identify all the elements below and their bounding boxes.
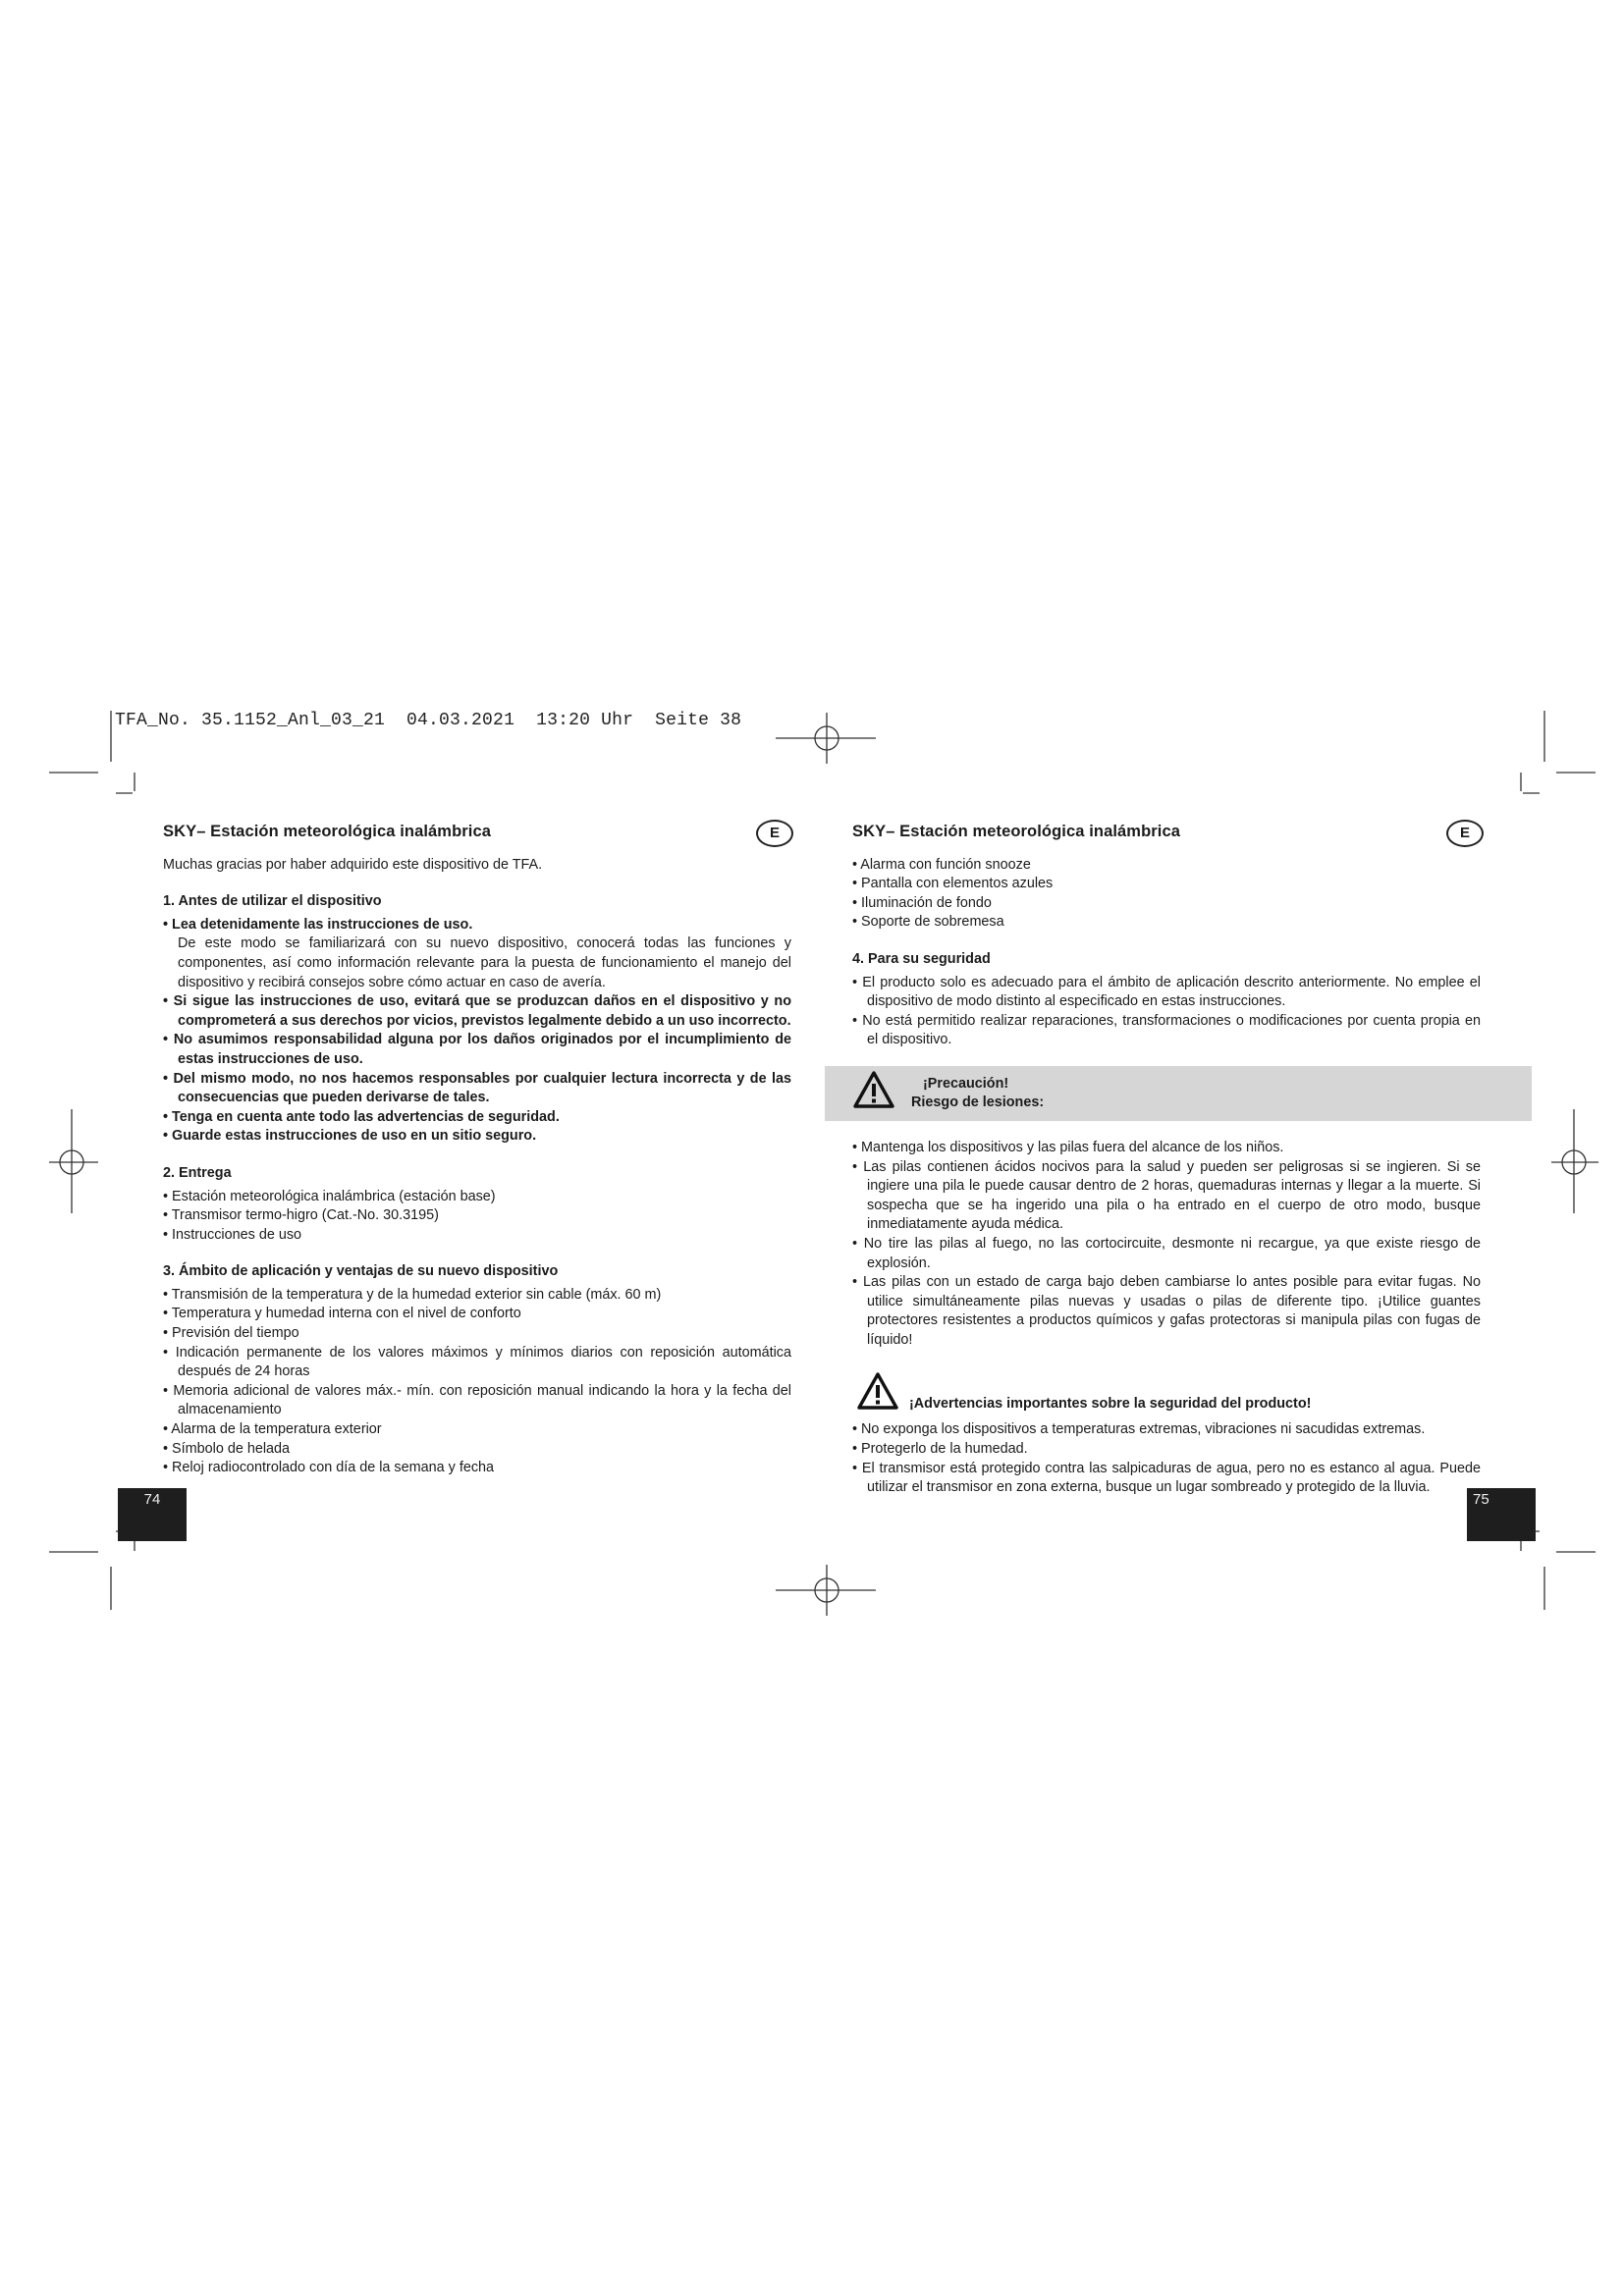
list-item: • Transmisión de la temperatura y de la humedad exterior sin cable (máx. 60 m) <box>163 1286 662 1303</box>
language-badge: E <box>1446 820 1484 847</box>
list-item: • No asumimos responsabilidad alguna por los daños originados por el incumplimiento de estas instrucciones de uso. <box>163 1032 791 1067</box>
safety-advice-header <box>852 1371 1481 1420</box>
list-item: • Alarma de la temperatura exterior <box>163 1421 382 1438</box>
list-item: • Guarde estas instrucciones de uso en un sitio seguro. <box>163 1128 537 1145</box>
language-badge: E <box>756 820 793 847</box>
list-item: • Iluminación de fondo <box>852 894 992 911</box>
list-item: • Indicación permanente de los valores máximos y mínimos diarios con reposición automática después de 24 horas <box>163 1344 791 1380</box>
intro-text: Muchas gracias por haber adquirido este dispositivo de TFA. <box>163 856 543 873</box>
list-item: • Las pilas con un estado de carga bajo deben cambiarse lo antes posible para evitar fugas. No utilice simultáneamente pilas nuevas y usadas o pilas de diferente tipo. ¡Utilice guantes protectores resistentes a productos químicos y gafas protectoras si manipula pilas con fugas de líquido! <box>852 1274 1481 1348</box>
page-title: SKY– Estación meteorológica inalámbrica <box>163 823 492 840</box>
registration-target-bottom <box>776 1565 876 1616</box>
caution-title: ¡Precaución! <box>923 1075 1009 1092</box>
section-heading: 1. Antes de utilizar el dispositivo <box>163 893 382 910</box>
list-item: • Memoria adicional de valores máx.- mín. con reposición manual indicando la hora y la fecha del almacenamiento <box>163 1382 791 1418</box>
list-item: • Si sigue las instrucciones de uso, evitará que se produzcan daños en el dispositivo y no comprometerá a sus derechos por vicios, previstos legalmente debido a un uso incorrecto. <box>163 993 791 1029</box>
page-title: SKY– Estación meteorológica inalámbrica <box>852 823 1181 840</box>
list-item: De este modo se familiarizará con su nuevo dispositivo, conocerá todas las funciones y componentes, así como información relevante para la puesta de funcionamiento el manejo del dispositivo y recibirá consejos sobre cómo actuar en caso de avería. <box>178 935 791 990</box>
section-heading: 4. Para su seguridad <box>852 950 991 967</box>
right-page <box>852 823 1481 1498</box>
list-item: • No tire las pilas al fuego, no las cortocircuite, desmonte ni recargue, ya que existe riesgo de explosión. <box>852 1235 1481 1271</box>
registration-target-top <box>776 713 876 764</box>
safety-advice-heading: ¡Advertencias importantes sobre la seguridad del producto! <box>909 1396 1312 1413</box>
print-slug: TFA_No. 35.1152_Anl_03_21 04.03.2021 13:20 Uhr Seite 38 <box>115 711 742 730</box>
warning-triangle-icon <box>856 1371 899 1411</box>
list-item: • Soporte de sobremesa <box>852 914 1004 931</box>
section-heading: 3. Ámbito de aplicación y ventajas de su nuevo dispositivo <box>163 1263 559 1280</box>
list-item: • No exponga los dispositivos a temperaturas extremas, vibraciones ni sacudidas extremas. <box>852 1421 1426 1438</box>
list-item: • Mantenga los dispositivos y las pilas fuera del alcance de los niños. <box>852 1139 1284 1155</box>
list-item: • Del mismo modo, no nos hacemos responsables por cualquier lectura incorrecta y de las consecuencias que pueden derivarse de tales. <box>163 1070 791 1106</box>
caution-subtitle: Riesgo de lesiones: <box>911 1094 1045 1110</box>
list-item: • El producto solo es adecuado para el ámbito de aplicación descrito anteriormente. No emplee el dispositivo de modo distinto al especificado en estas instrucciones. <box>852 974 1481 1010</box>
page-number: 74 <box>118 1488 187 1541</box>
registration-target-left <box>49 1109 98 1213</box>
list-item: • Pantalla con elementos azules <box>852 876 1054 892</box>
caution-box <box>825 1066 1532 1121</box>
warning-triangle-icon <box>852 1070 895 1109</box>
left-page <box>163 823 791 1478</box>
page-number: 75 <box>1467 1488 1536 1541</box>
registration-target-right <box>1551 1109 1598 1213</box>
list-item: • Instrucciones de uso <box>163 1226 302 1243</box>
list-item: • Las pilas contienen ácidos nocivos para la salud y pueden ser peligrosas si se ingieren. Si se ingiere una pila le puede causar dentro de 2 horas, quemaduras internas y llegar a la muerte. Si sospecha que se ha ingerido una pila o ha entrado en el cuerpo de otro modo, busque inmediatamente ayuda médica. <box>852 1158 1481 1233</box>
list-item: • Alarma con función snooze <box>852 856 1031 873</box>
list-item: • Tenga en cuenta ante todo las advertencias de seguridad. <box>163 1108 560 1125</box>
list-item: • Reloj radiocontrolado con día de la semana y fecha <box>163 1460 495 1476</box>
section-heading: 2. Entrega <box>163 1164 232 1181</box>
list-item: • Lea detenidamente las instrucciones de uso. <box>163 916 473 933</box>
list-item: • Protegerlo de la humedad. <box>852 1441 1028 1458</box>
list-item: • El transmisor está protegido contra las salpicaduras de agua, pero no es estanco al agua. Puede utilizar el transmisor en zona externa, busque un lugar sombreado y protegido de la lluvia. <box>852 1460 1481 1496</box>
list-item: • No está permitido realizar reparaciones, transformaciones o modificaciones por cuenta propia en el dispositivo. <box>852 1012 1481 1048</box>
list-item: • Temperatura y humedad interna con el nivel de conforto <box>163 1306 521 1322</box>
list-item: • Previsión del tiempo <box>163 1325 299 1342</box>
list-item: • Transmisor termo-higro (Cat.-No. 30.3195) <box>163 1207 439 1224</box>
list-item: • Estación meteorológica inalámbrica (estación base) <box>163 1188 496 1204</box>
list-item: • Símbolo de helada <box>163 1440 291 1457</box>
